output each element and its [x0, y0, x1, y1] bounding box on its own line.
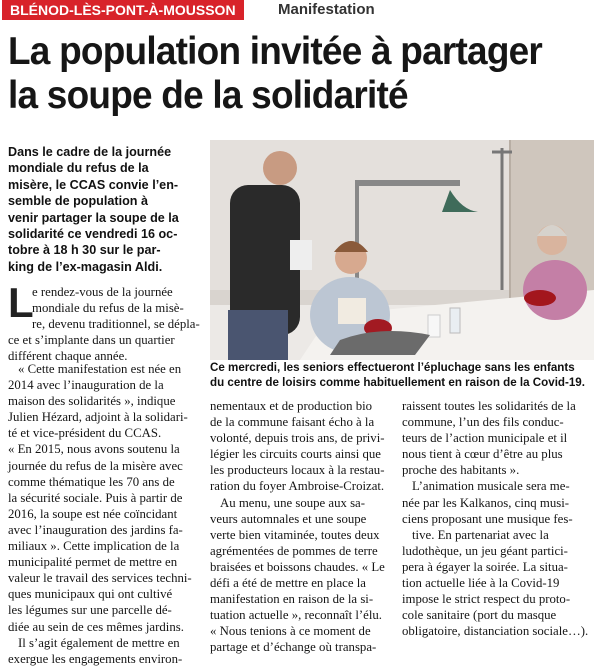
body-line: défi a été de mettre en place la [210, 576, 366, 591]
body-line: municipalité permet de mettre en [8, 555, 178, 570]
body-line: de la commune faisant écho à la [210, 415, 375, 430]
body-line: ration du foyer Ambroise-Croizat. [210, 479, 385, 494]
body-line: proche des habitants ». [402, 463, 520, 478]
body-line: L’animation musicale sera me- [412, 479, 570, 494]
body-line: 2016, la soupe est née coïncidant [8, 506, 178, 521]
body-line: diée au sein de ces mêmes jardins. [8, 619, 184, 634]
body-line: journée du refus de la misère avec [8, 458, 183, 473]
body-line: différent chaque année. [8, 349, 128, 364]
body-line: Au menu, une soupe aux sa- [220, 495, 365, 510]
drop-cap: L [8, 279, 34, 326]
body-line: « Cette manifestation est née en [18, 362, 182, 376]
body-line: « En 2015, nous avons soutenu la [8, 442, 180, 457]
body-line: la sécurité sociale. Puis à partir de [8, 490, 183, 505]
body-line: pera à égayer la soirée. La situa- [402, 559, 568, 574]
body-line: tion actuelle liée à la Covid-19 [402, 576, 560, 591]
body-line: impose le strict respect du proto- [402, 592, 571, 607]
body-line: manifestation en raison de la si- [210, 592, 374, 607]
body-line: commune, l’un des fils conduc- [402, 415, 564, 430]
article-photo [210, 140, 594, 360]
body-line: maison des solidarités », indique [8, 394, 176, 409]
body-line: re, devenu traditionnel, se dépla- [32, 317, 200, 332]
body-line: verte bien vitaminée, toutes deux [210, 527, 380, 542]
body-line: comme thématique les 70 ans de [8, 474, 175, 489]
body-line: té et vice-président du CCAS. [8, 426, 162, 441]
section-label: Manifestation [278, 1, 375, 18]
body-line: obligatoire, distanciation sociale…). [402, 624, 589, 639]
photo-illustration [210, 140, 594, 360]
body-line: née par les Kalkanos, cinq musi- [402, 495, 570, 510]
lead-line: solidarité ce vendredi 16 oc- [8, 227, 178, 242]
body-line: tuation actuelle », reconnaît l’élu. [210, 608, 382, 623]
body-line: e rendez-vous de la journée [32, 285, 173, 299]
caption-line: Ce mercredi, les seniors effectueront l’épluchage sans les enfants [210, 361, 575, 374]
body-line: ciens proposant une musique fes- [402, 511, 573, 526]
body-line: Julien Hézard, adjoint à la solidari- [8, 410, 188, 425]
lead-line: venir partager la soupe de la [8, 210, 179, 225]
lead-line: Dans le cadre de la journée [8, 145, 172, 159]
body-line: partage et d’échange où transpa- [210, 640, 377, 655]
body-line: exergue les engagements environ- [8, 651, 183, 666]
body-line: les légumes sur une parcelle dé- [8, 603, 172, 618]
body-line: raissent toutes les solidarités de la [402, 399, 576, 413]
body-line: teurs de l’action municipale et il [402, 431, 568, 446]
body-line: avec l’inauguration des jardins fa- [8, 522, 183, 537]
body-line: ques municipaux qui ont cultivé [8, 587, 173, 602]
body-line: Il s’agit également de mettre en [18, 635, 180, 650]
body-line: légier les circuits courts ainsi que [210, 447, 381, 462]
body-line: « Nous tenions à ce moment de [210, 624, 371, 639]
body-column-3 [402, 398, 602, 639]
body-line: cole sanitaire (port du masque [402, 608, 557, 623]
headline [8, 30, 584, 118]
lead-paragraph [8, 144, 204, 275]
body-line: veurs automnales et une soupe [210, 511, 367, 526]
body-column-2 [210, 398, 394, 656]
body-line: 2014 avec l’inauguration de la [8, 378, 164, 393]
body-line: mondiale du refus de la misè- [32, 301, 184, 316]
body-line: braisées et boissons chaudes. « Le [210, 559, 385, 574]
body-line: les producteurs locaux à la restau- [210, 463, 385, 478]
body-line: volonté, depuis trois ans, de privi- [210, 431, 385, 446]
body-line: ce et s’implante dans un quartier [8, 333, 175, 348]
lead-line: semble de population à [8, 194, 148, 209]
photo-caption [210, 360, 602, 390]
headline-line: La population invitée à partager [8, 30, 543, 73]
caption-line: du centre de loisirs comme habituellement en raison de la Covid-19. [210, 376, 585, 389]
body-line: tive. En partenariat avec la [412, 527, 549, 542]
body-line: ludothèque, un jeu géant partici- [402, 543, 568, 558]
location-kicker: BLÉNOD-LÈS-PONT-À-MOUSSON [2, 0, 244, 20]
body-column-1 [8, 361, 204, 667]
lead-line: tobre à 18 h 30 sur le par- [8, 243, 161, 258]
body-line: nementaux et de production bio [210, 399, 373, 413]
body-line: miliaux ». Cette implication de la [8, 539, 180, 554]
lead-line: king de l’ex-magasin Aldi. [8, 259, 163, 274]
intro-paragraph [8, 279, 204, 364]
body-line: valeur le travail des services techni- [8, 571, 192, 586]
lead-line: mondiale du refus de la [8, 161, 149, 176]
body-line: agrémentées de pommes de terre [210, 543, 378, 558]
headline-line: la soupe de la solidarité [8, 74, 408, 117]
body-line: nous tient à cœur d’être au plus [402, 447, 563, 462]
lead-line: misère, le CCAS convie l’en- [8, 177, 179, 192]
